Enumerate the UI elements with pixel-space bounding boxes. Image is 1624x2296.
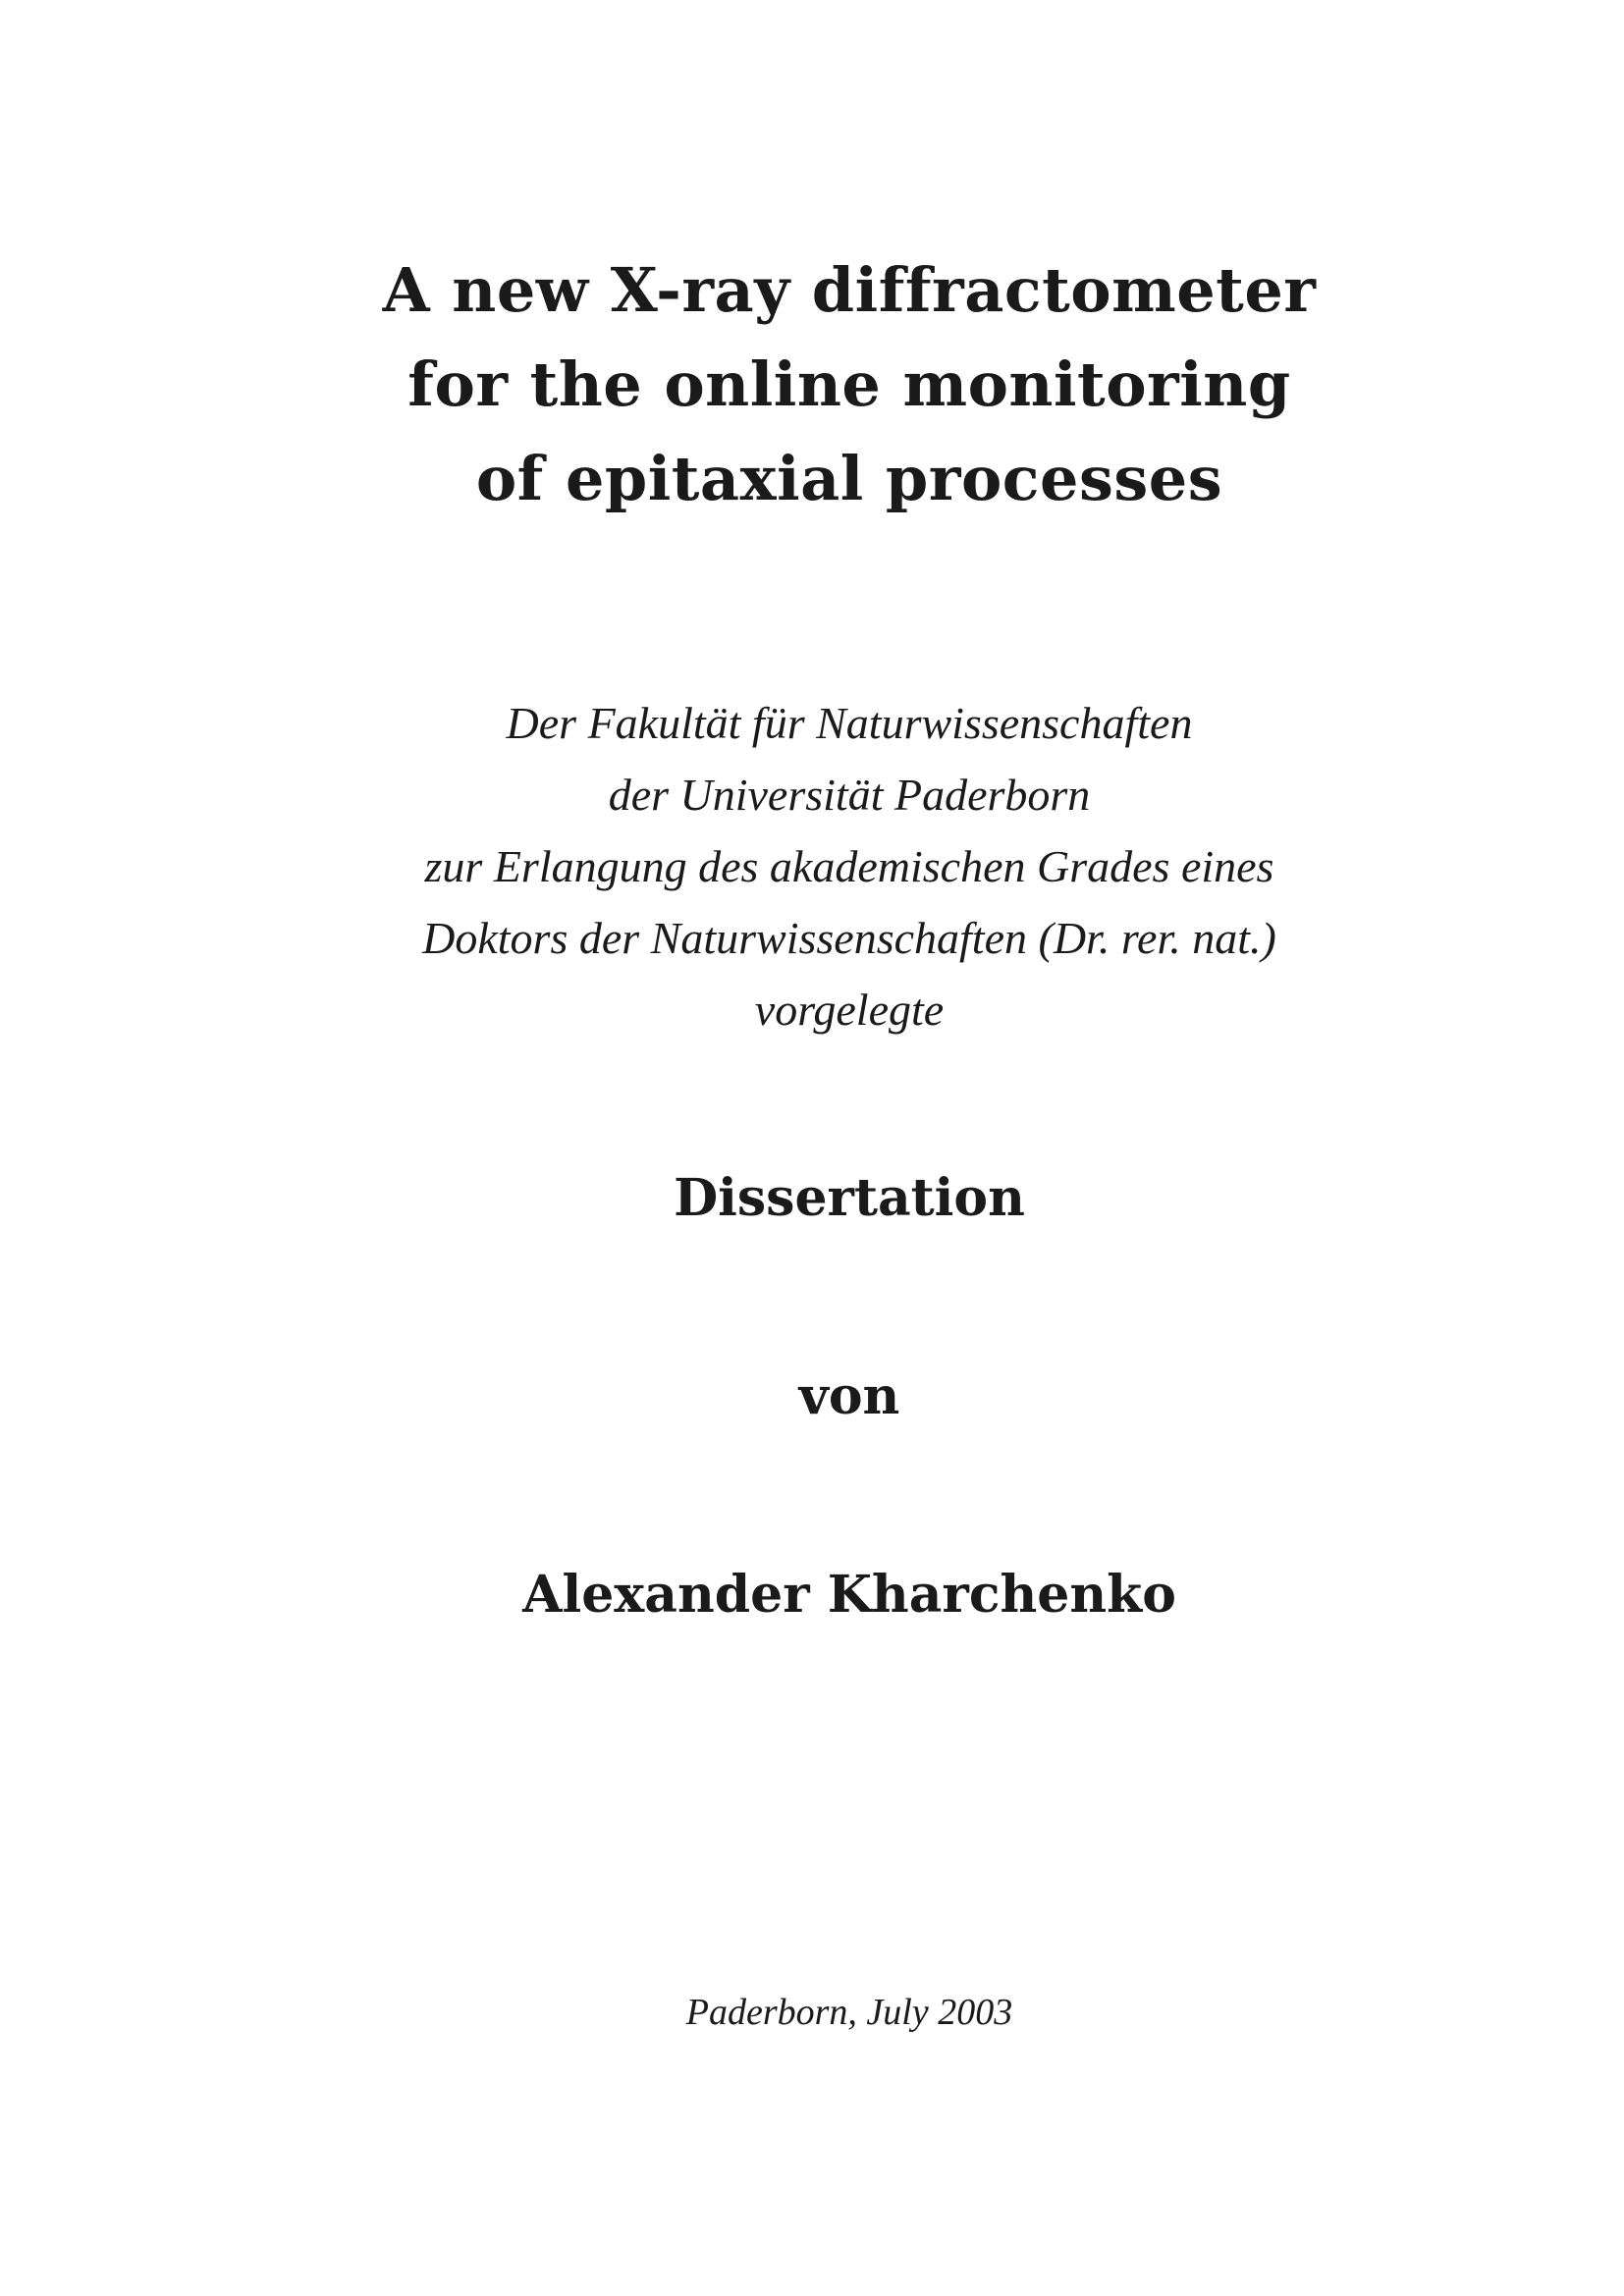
submission-statement — [0, 687, 1624, 1045]
submission-line: Der Fakultät für Naturwissenschaften — [506, 698, 1193, 748]
author-name: Alexander Kharchenko — [522, 1565, 1176, 1625]
title-line: A new X-ray diffractometer — [382, 254, 1317, 326]
title-line: of epitaxial processes — [475, 443, 1223, 514]
title-line: for the online monitoring — [407, 348, 1291, 420]
submission-line: vorgelegte — [754, 985, 945, 1035]
submission-line: Doktors der Naturwissenschaften (Dr. rer. nat.) — [422, 913, 1276, 963]
thesis-title — [0, 243, 1624, 526]
submission-line: der Universität Paderborn — [608, 770, 1091, 820]
submission-line: zur Erlangung des akademischen Grades eines — [424, 841, 1274, 891]
place-and-date: Paderborn, July 2003 — [685, 1992, 1013, 2033]
document-type: Dissertation — [674, 1168, 1025, 1228]
von-label: von — [798, 1366, 900, 1426]
